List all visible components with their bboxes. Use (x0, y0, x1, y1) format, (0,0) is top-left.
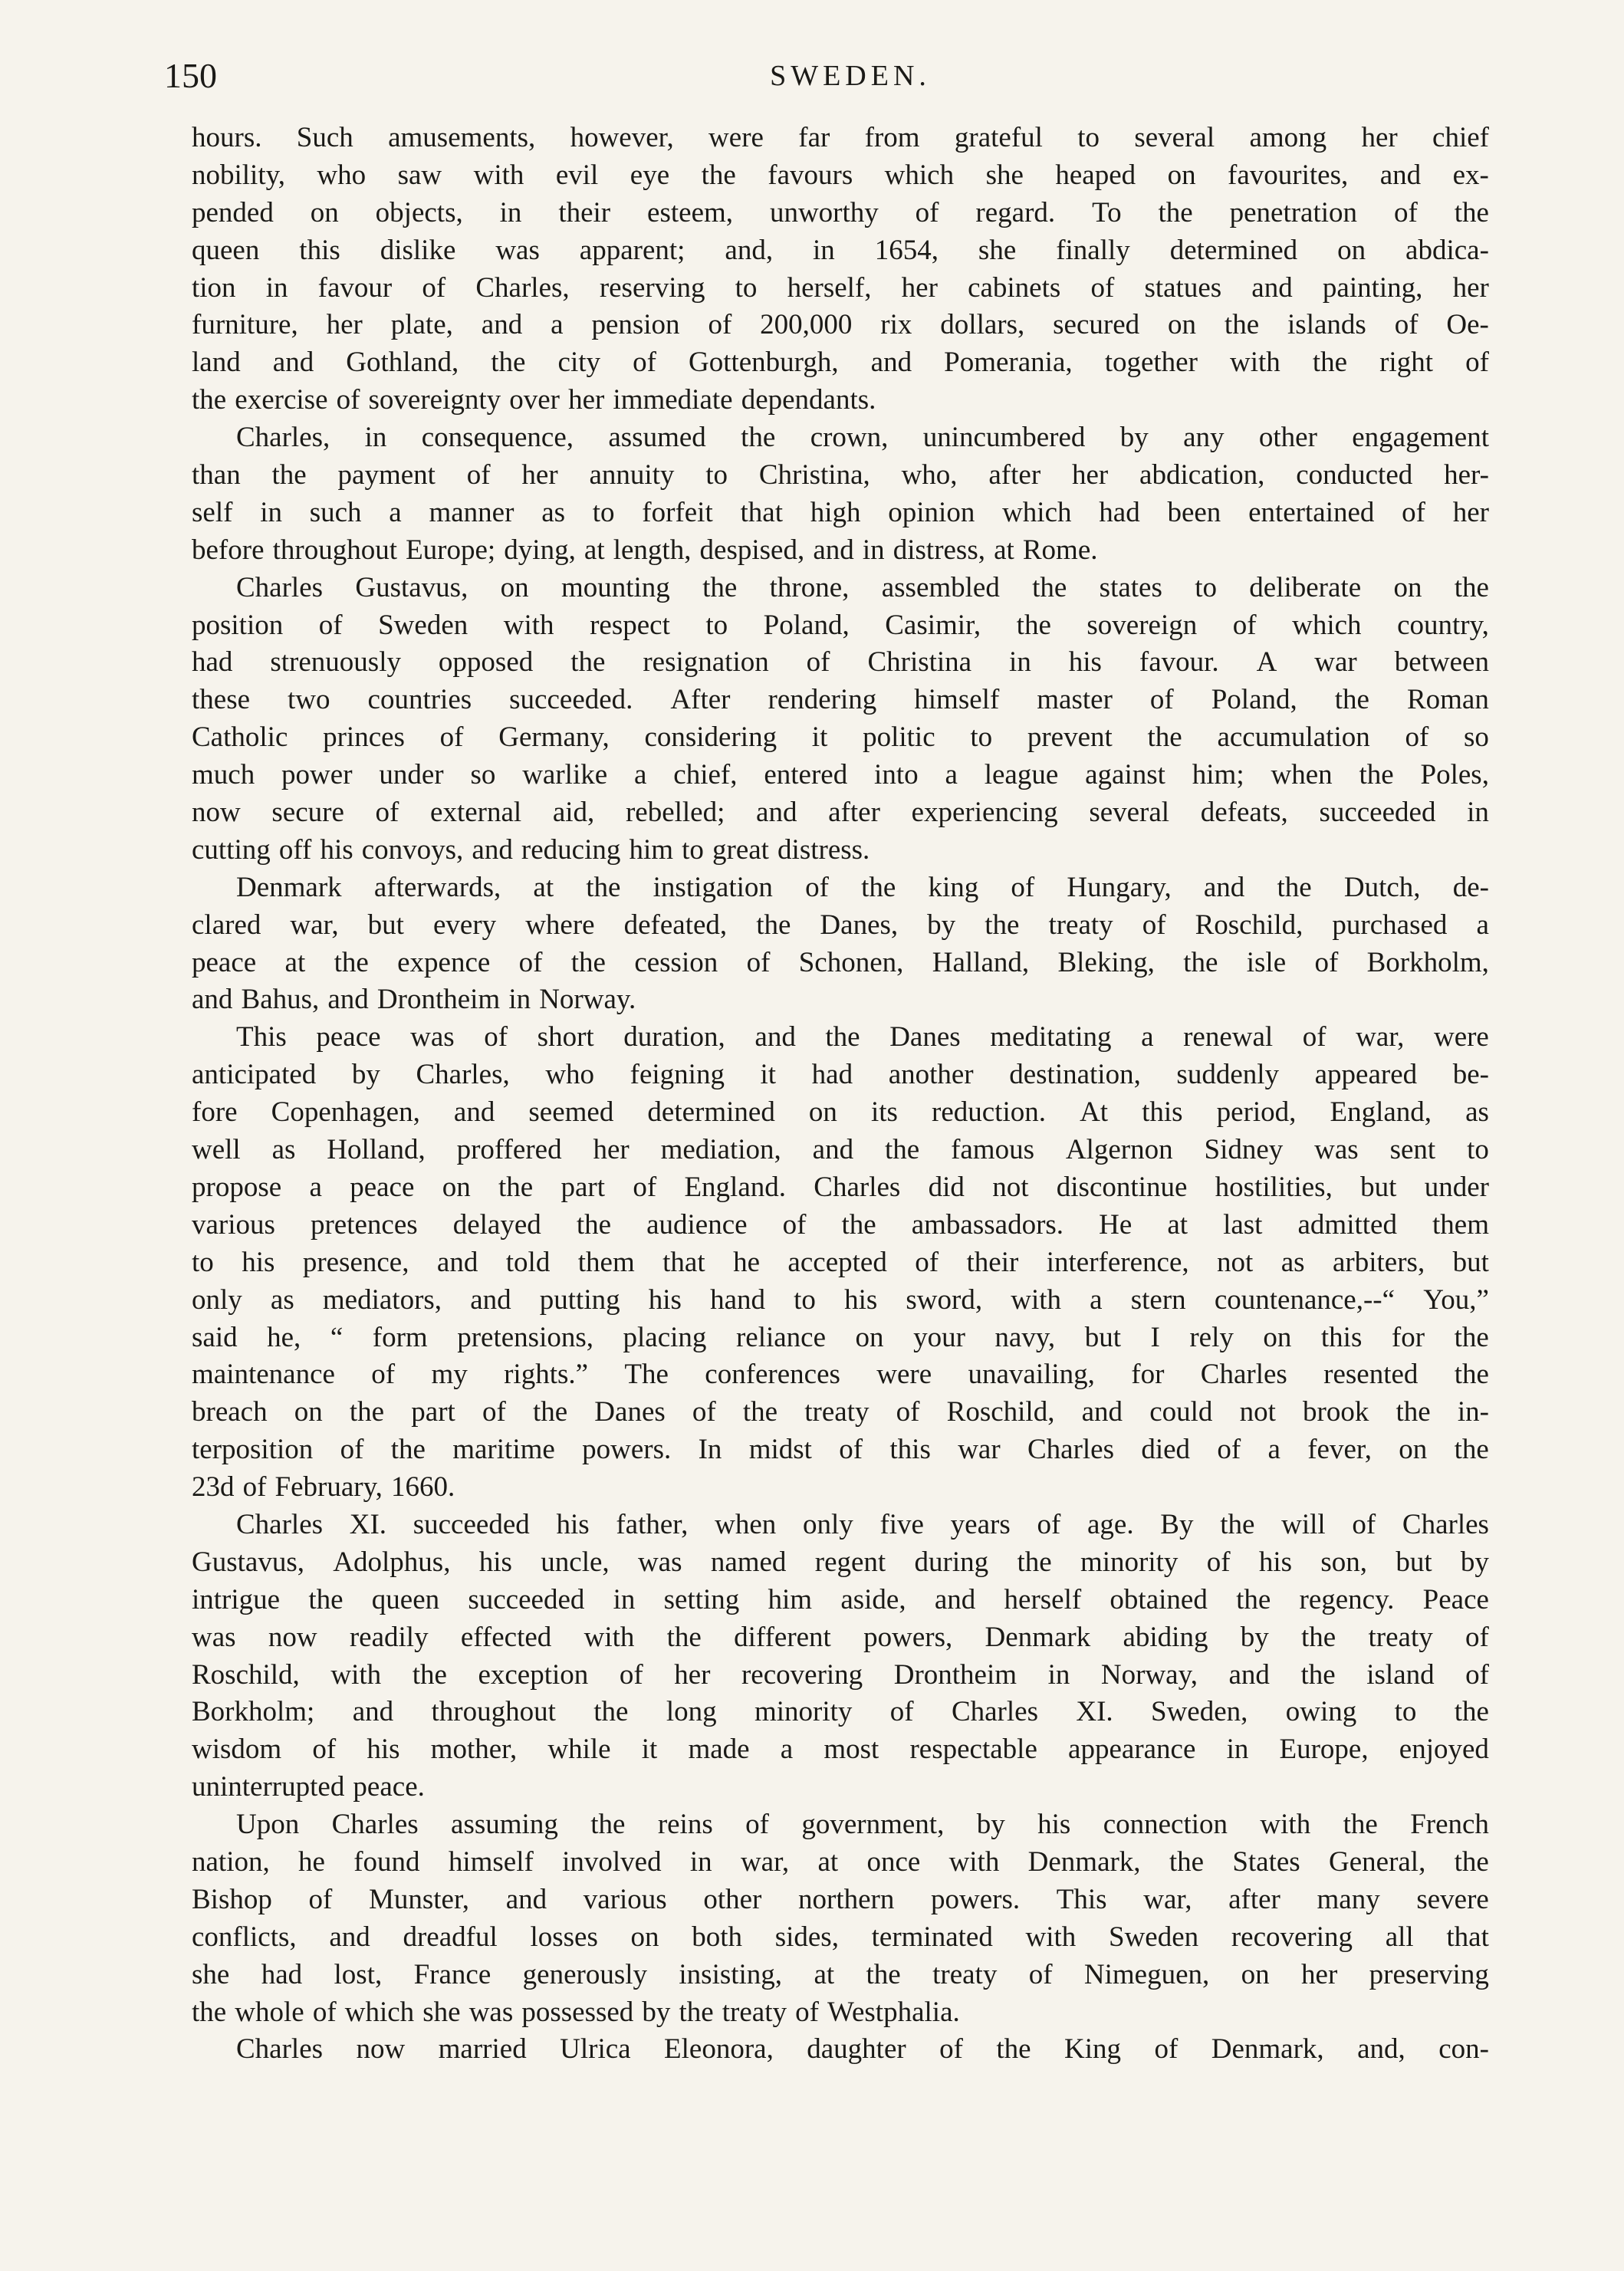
text-line: Charles now married Ulrica Eleonora, daughter of the King of Denmark, and, con- (236, 2033, 1489, 2066)
text-line: before throughout Europe; dying, at length, despised, and in distress, at Rome. (192, 534, 1098, 566)
text-line: self in such a manner as to forfeit that high opinion which had been entertained of her (192, 496, 1489, 528)
text-line: these two countries succeeded. After rendering himself master of Poland, the Roman (192, 684, 1489, 716)
page-header (164, 49, 1537, 103)
text-line: well as Holland, proffered her mediation, and the famous Algernon Sidney was sent to (192, 1134, 1489, 1166)
paragraph (192, 120, 1489, 419)
text-line: Upon Charles assuming the reins of government, by his connection with the French (236, 1809, 1489, 1841)
text-line: clared war, but every where defeated, the Danes, by the treaty of Roschild, purchased a (192, 909, 1489, 941)
text-line: position of Sweden with respect to Poland, Casimir, the sovereign of which country, (192, 609, 1489, 641)
text-line: breach on the part of the Danes of the treaty of Roschild, and could not brook the in- (192, 1396, 1489, 1428)
text-line: Catholic princes of Germany, considering it politic to prevent the accumulation of so (192, 721, 1489, 754)
running-head: SWEDEN. (770, 60, 931, 92)
text-line: uninterrupted peace. (192, 1771, 425, 1803)
text-line: peace at the expence of the cession of Schonen, Halland, Bleking, the isle of Borkholm, (192, 946, 1489, 978)
text-line: various pretences delayed the audience of the ambassadors. He at last admitted them (192, 1208, 1489, 1241)
text-line: had strenuously opposed the resignation of Christina in his favour. A war between (192, 646, 1489, 679)
text-line: hours. Such amusements, however, were far from grateful to several among her chief (192, 122, 1489, 153)
text-line: terposition of the maritime powers. In midst of this war Charles died of a fever, on the (192, 1434, 1489, 1466)
text-line: maintenance of my rights.” The conferences were unavailing, for Charles resented the (192, 1359, 1489, 1391)
text-line: and Bahus, and Drontheim in Norway. (192, 984, 636, 1016)
text-line: Charles XI. succeeded his father, when only five years of age. By the will of Charles (236, 1508, 1489, 1540)
text-line: nobility, who saw with evil eye the favours which she heaped on favourites, and ex- (192, 159, 1489, 191)
text-line: Borkholm; and throughout the long minority of Charles XI. Sweden, owing to the (192, 1696, 1489, 1728)
body-text (192, 120, 1489, 2069)
paragraph (192, 2031, 1489, 2069)
text-line: furniture, her plate, and a pension of 200,000 rix dollars, secured on the islands of Oe- (192, 309, 1489, 341)
text-line: Roschild, with the exception of her recovering Drontheim in Norway, and the island of (192, 1658, 1489, 1691)
text-line: pended on objects, in their esteem, unworthy of regard. To the penetration of the (192, 196, 1489, 228)
text-line: was now readily effected with the different powers, Denmark abiding by the treaty of (192, 1621, 1489, 1653)
text-line: the whole of which she was possessed by the treaty of Westphalia. (192, 1996, 960, 2028)
paragraph (192, 1806, 1489, 2031)
paragraph (192, 869, 1489, 1020)
text-line: to his presence, and told them that he accepted of their interference, not as arbiters, but (192, 1246, 1489, 1278)
page-number: 150 (164, 56, 217, 95)
text-line: Charles Gustavus, on mounting the throne, assembled the states to deliberate on the (236, 571, 1489, 603)
text-line: intrigue the queen succeeded in setting him aside, and herself obtained the regency. Peace (192, 1583, 1489, 1615)
text-line: than the payment of her annuity to Christina, who, after her abdication, conducted her- (192, 459, 1489, 491)
text-line: Charles, in consequence, assumed the crown, unincumbered by any other engagement (236, 422, 1489, 454)
text-line: fore Copenhagen, and seemed determined on its reduction. At this period, England, as (192, 1096, 1489, 1129)
text-line: 23d of February, 1660. (192, 1471, 455, 1504)
paragraph (192, 419, 1489, 570)
paragraph (192, 570, 1489, 869)
text-line: only as mediators, and putting his hand to his sword, with a stern countenance,--“ You,” (192, 1283, 1489, 1316)
text-line: land and Gothland, the city of Gottenburgh, and Pomerania, together with the right of (192, 347, 1489, 379)
text-line: she had lost, France generously insisting, at the treaty of Nimeguen, on her preserving (192, 1958, 1489, 1990)
text-line: queen this dislike was apparent; and, in 1654, she finally determined on abdica- (192, 234, 1489, 266)
paragraph (192, 1019, 1489, 1507)
text-line: conflicts, and dreadful losses on both sides, terminated with Sweden recovering all that (192, 1921, 1489, 1953)
text-line: nation, he found himself involved in war, at once with Denmark, the States General, the (192, 1845, 1489, 1878)
text-line: now secure of external aid, rebelled; and after experiencing several defeats, succeeded in (192, 797, 1489, 829)
text-line: propose a peace on the part of England. Charles did not discontinue hostilities, but under (192, 1171, 1489, 1203)
text-line: tion in favour of Charles, reserving to herself, her cabinets of statues and painting, her (192, 271, 1489, 304)
text-line: the exercise of sovereignty over her immediate dependants. (192, 384, 876, 416)
text-line: anticipated by Charles, who feigning it had another destination, suddenly appeared be- (192, 1059, 1489, 1091)
text-line: wisdom of his mother, while it made a most respectable appearance in Europe, enjoyed (192, 1734, 1489, 1766)
text-line: said he, “ form pretensions, placing reliance on your navy, but I rely on this for the (192, 1321, 1489, 1353)
text-line: This peace was of short duration, and the Danes meditating a renewal of war, were (236, 1021, 1489, 1053)
text-line: cutting off his convoys, and reducing him to great distress. (192, 833, 870, 866)
text-line: Denmark afterwards, at the instigation of the king of Hungary, and the Dutch, de- (236, 871, 1489, 903)
text-line: Gustavus, Adolphus, his uncle, was named regent during the minority of his son, but by (192, 1546, 1489, 1578)
paragraph (192, 1507, 1489, 1806)
text-line: much power under so warlike a chief, entered into a league against him; when the Poles, (192, 759, 1489, 791)
text-line: Bishop of Munster, and various other northern powers. This war, after many severe (192, 1883, 1489, 1915)
